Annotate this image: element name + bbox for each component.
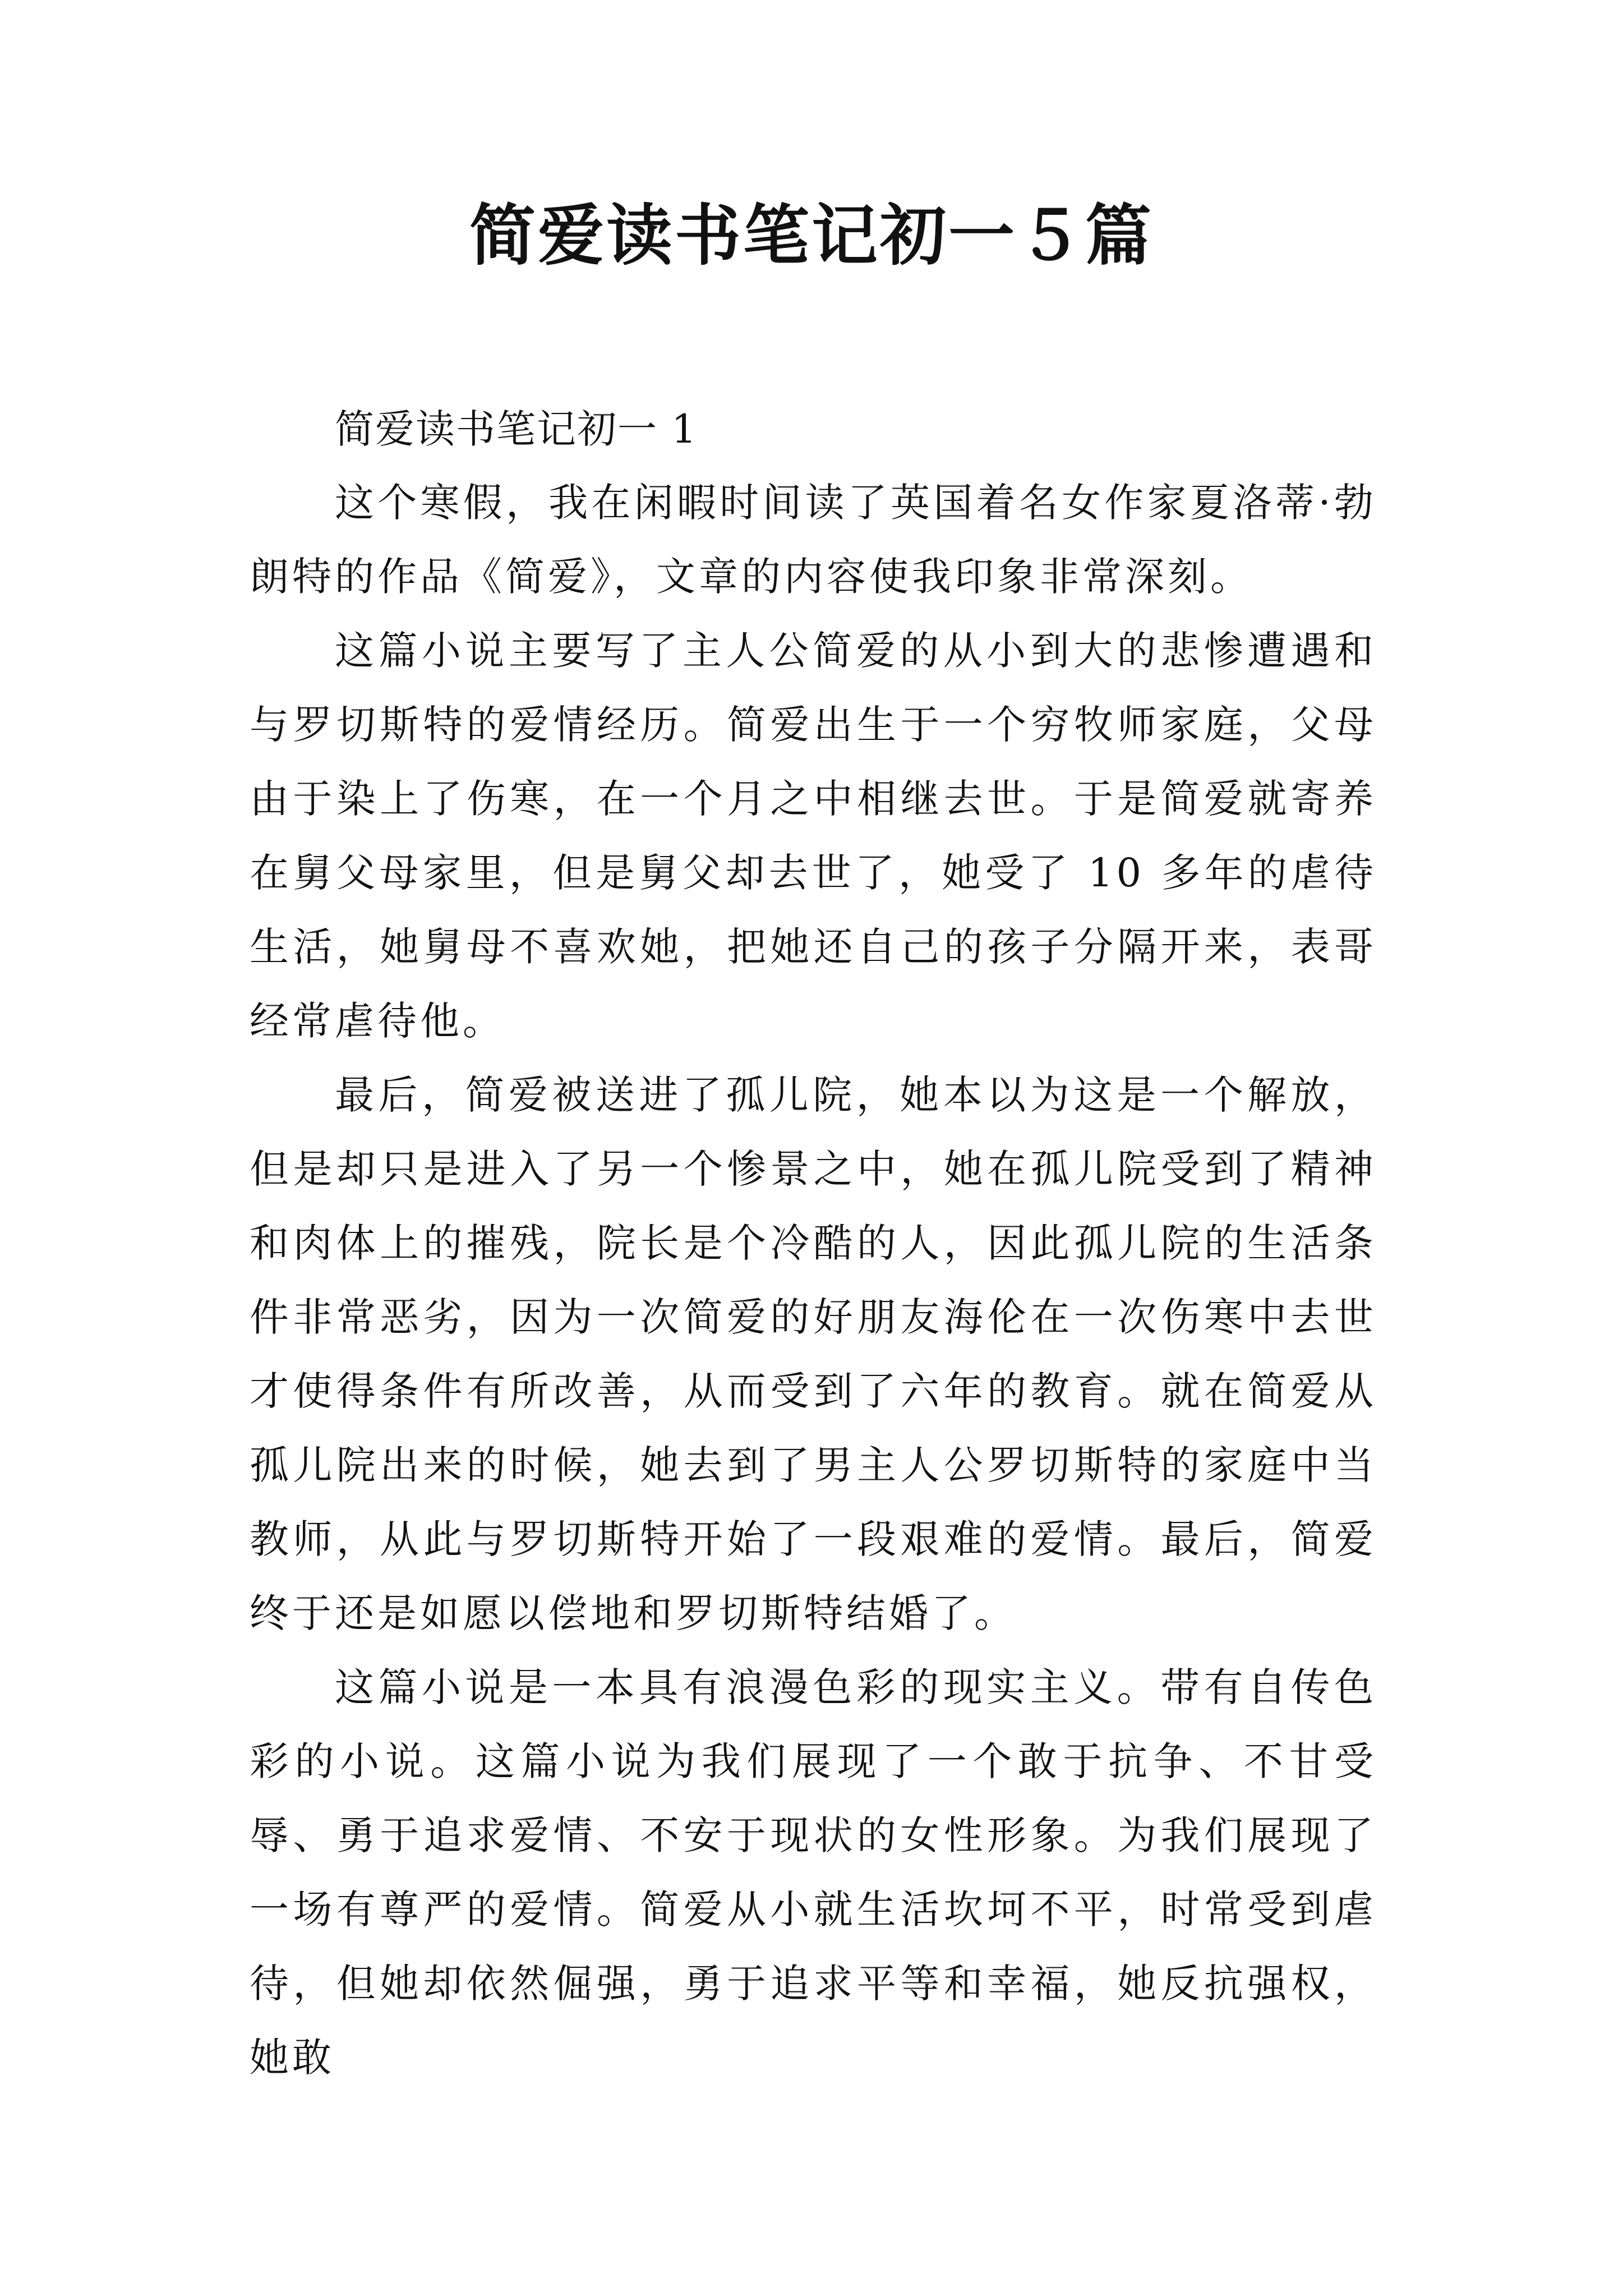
document-title: 简爱读书笔记初一５篇 bbox=[469, 196, 1154, 274]
paragraph-4: 这篇小说是一本具有浪漫色彩的现实主义。带有自传色彩的小说。这篇小说为我们展现了一个敢于抗争、不甘受辱、勇于追求爱情、不安于现状的女性形象。为我们展现了一场有尊严的爱情。简爱从小就生活坎坷不平，时常受到虐待，但她却依然倔强，勇于追求平等和幸福，她反抗强权，她敢 bbox=[250, 1664, 1377, 2081]
paragraph-1: 这个寒假，我在闲暇时间读了英国着名女作家夏洛蒂·勃朗特的作品《简爱》，文章的内容使我印象非常深刻。 bbox=[250, 480, 1377, 600]
paragraph-2: 这篇小说主要写了主人公简爱的从小到大的悲惨遭遇和与罗切斯特的爱情经历。简爱出生于一个穷牧师家庭，父母由于染上了伤寒，在一个月之中相继去世。于是简爱就寄养在舅父母家里，但是舅父却去世了，她受了 10 多年的虐待生活，她舅母不喜欢她，把她还自己的孩子分隔开来，表哥经常虐待他。 bbox=[250, 628, 1377, 1044]
paragraph-3: 最后，简爱被送进了孤儿院，她本以为这是一个解放，但是却只是进入了另一个惨景之中，她在孤儿院受到了精神和肉体上的摧残，院长是个冷酷的人，因此孤儿院的生活条件非常恶劣，因为一次简爱的好朋友海伦在一次伤寒中去世才使得条件有所改善，从而受到了六年的教育。就在简爱从孤儿院出来的时候，她去到了男主人公罗切斯特的家庭中当教师，从此与罗切斯特开始了一段艰难的爱情。最后，简爱终于还是如愿以偿地和罗切斯特结婚了。 bbox=[250, 1072, 1377, 1636]
document-body bbox=[250, 393, 1377, 2095]
section-heading: 简爱读书笔记初一 1 bbox=[335, 406, 698, 452]
